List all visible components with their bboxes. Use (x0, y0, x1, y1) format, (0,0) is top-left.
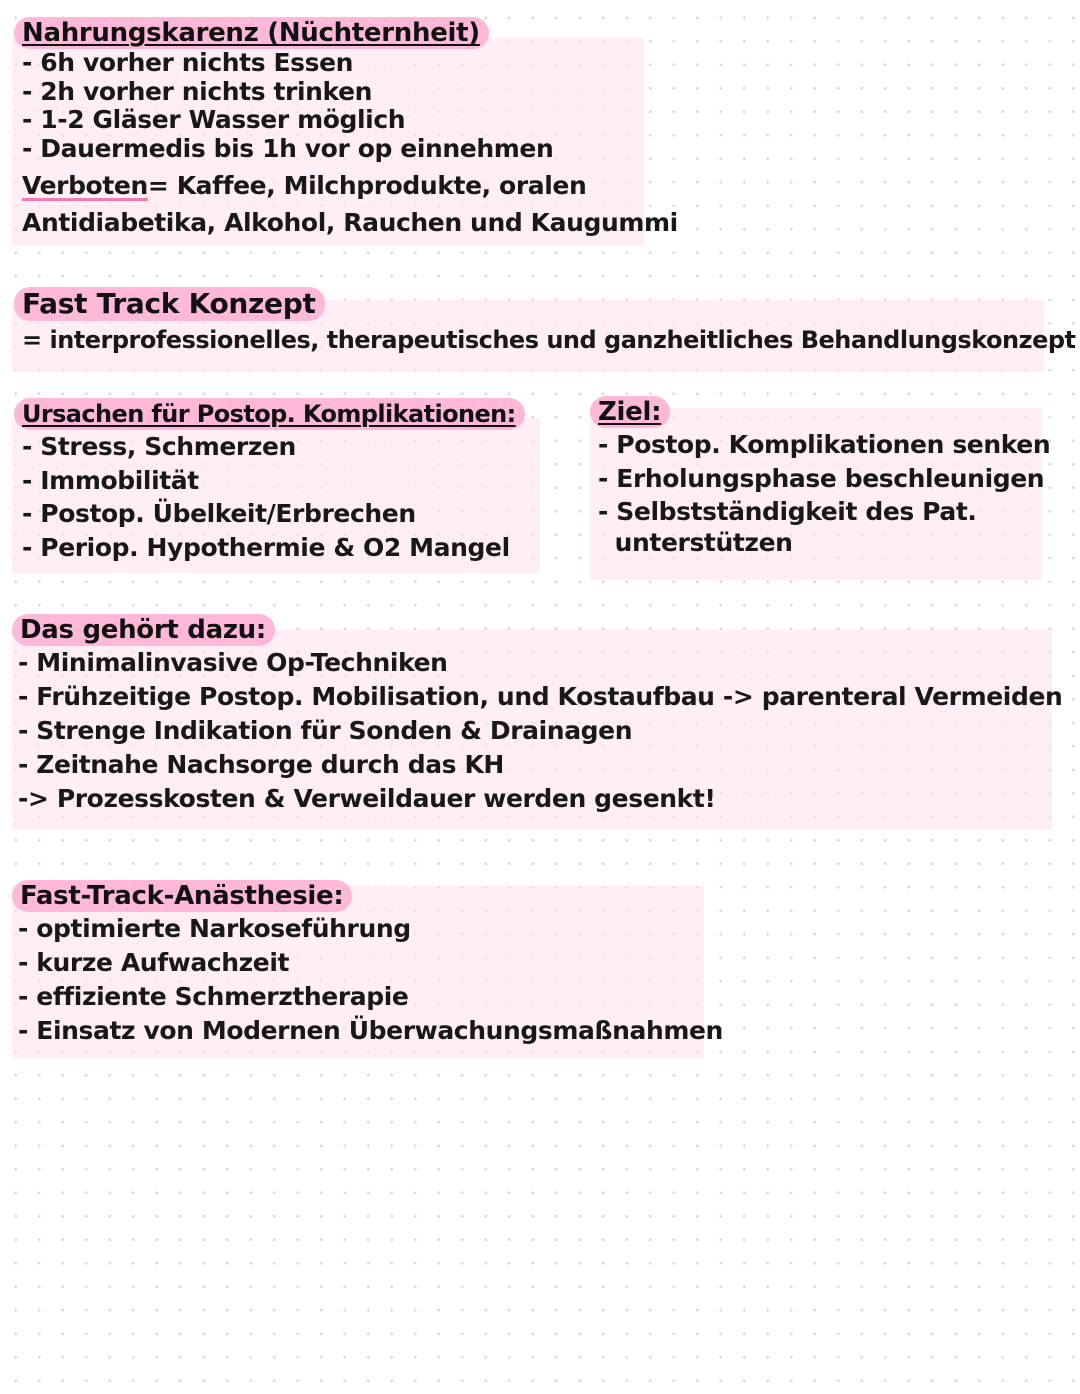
ursachen-item: - Periop. Hypothermie & O2 Mangel (22, 532, 510, 562)
anaesthesie-item: - Einsatz von Modernen Überwachungsmaßnahmen (18, 1016, 723, 1045)
ursachen-section (14, 398, 525, 564)
ziel-item: - Erholungsphase beschleunigen (598, 463, 1045, 493)
nuechternheit-item: - 1-2 Gläser Wasser möglich (22, 105, 406, 134)
dazu-item: - Minimalinvasive Op-Techniken (18, 648, 448, 677)
ursachen-item: - Stress, Schmerzen (22, 432, 296, 461)
nuechternheit-title: Nahrungskarenz (Nüchternheit) (14, 17, 489, 49)
ziel-section (590, 396, 1050, 557)
verboten-label: Verboten (22, 171, 148, 200)
ziel-item: - Selbstständigkeit des Pat. (598, 497, 977, 526)
ziel-item: unterstützen (598, 527, 793, 557)
dazu-conclusion: -> Prozesskosten & Verweildauer werden gesenkt! (18, 784, 716, 813)
fast-track-title: Fast Track Konzept (14, 287, 325, 321)
dazu-item: - Zeitnahe Nachsorge durch das KH (18, 750, 504, 779)
nuechternheit-item: - Dauermedis bis 1h vor op einnehmen (22, 133, 554, 163)
verboten-text-continued: Antidiabetika, Alkohol, Rauchen und Kaugummi (22, 208, 678, 237)
anaesthesie-item: - optimierte Narkoseführung (18, 914, 411, 943)
anaesthesie-section (12, 880, 723, 1048)
nuechternheit-item: - 2h vorher nichts trinken (22, 76, 373, 106)
dazu-item: - Strenge Indikation für Sonden & Drainagen (18, 716, 633, 745)
verboten-line (22, 167, 678, 204)
dazu-title: Das gehört dazu: (12, 614, 275, 646)
ursachen-item: - Postop. Übelkeit/Erbrechen (22, 499, 416, 528)
fast-track-section (14, 287, 1076, 357)
anaesthesie-title: Fast-Track-Anästhesie: (12, 880, 352, 912)
ziel-title: Ziel: (590, 396, 670, 428)
nuechternheit-item: - 6h vorher nichts Essen (22, 48, 354, 77)
ziel-item: - Postop. Komplikationen senken (598, 430, 1051, 459)
fast-track-definition: = interprofessionelles, therapeutisches und ganzheitliches Behandlungskonzept (22, 326, 1076, 354)
ursachen-title: Ursachen für Postop. Komplikationen: (14, 398, 525, 430)
dazu-section (12, 614, 1062, 816)
verboten-text: = Kaffee, Milchprodukte, oralen (147, 171, 587, 200)
anaesthesie-item: - kurze Aufwachzeit (18, 948, 290, 977)
nuechternheit-section (14, 17, 678, 241)
ursachen-item: - Immobilität (22, 465, 199, 495)
dazu-item: - Frühzeitige Postop. Mobilisation, und Kostaufbau -> parenteral Vermeiden (18, 682, 1063, 711)
anaesthesie-item: - effiziente Schmerztherapie (18, 982, 409, 1011)
